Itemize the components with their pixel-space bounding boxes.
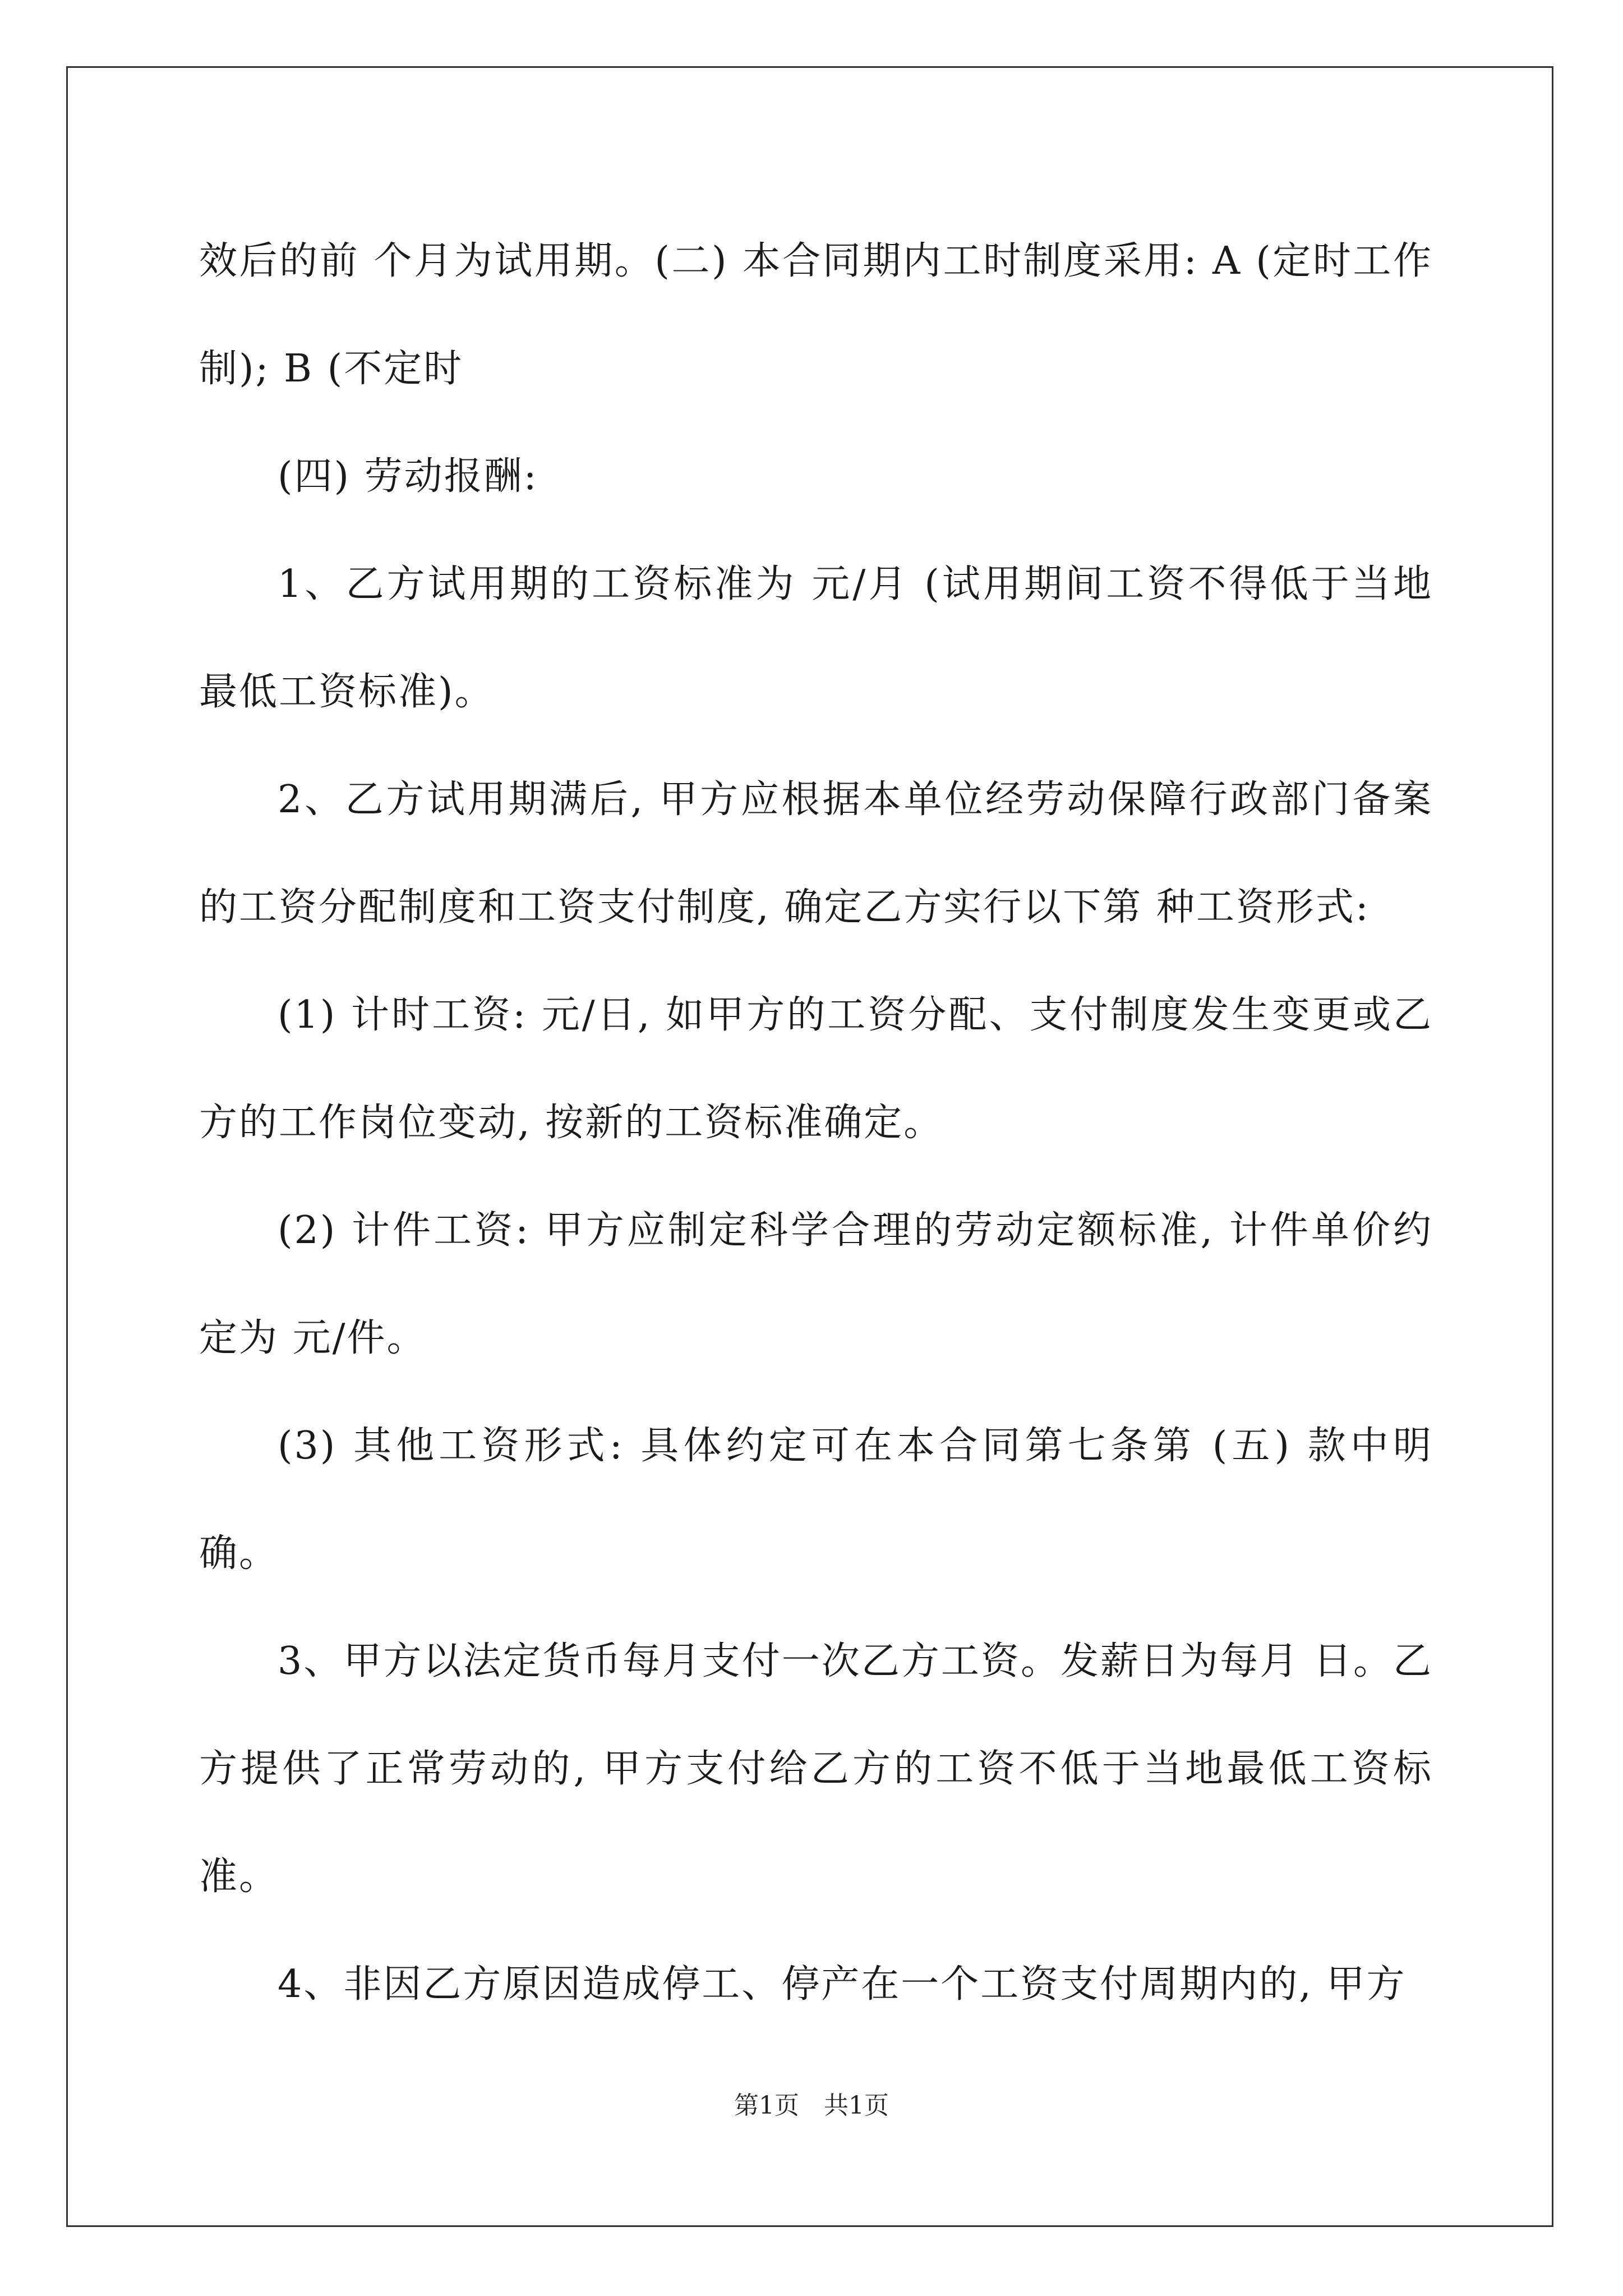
paragraph-1: 效后的前 个月为试用期。(二) 本合同期内工时制度采用: A (定时工作制); B (不定时 [199, 239, 1433, 391]
paragraph-8: 3、甲方以法定货币每月支付一次乙方工资。发薪日为每月 日。乙方提供了正常劳动的, 甲方支付给乙方的工资不低于当地最低工资标准。 [199, 1639, 1433, 1899]
paragraph-9: 4、非因乙方原因造成停工、停产在一个工资支付周期内的, 甲方 [278, 1962, 1407, 2007]
paragraph-2: (四) 劳动报酬: [278, 454, 538, 499]
paragraph-6: (2) 计件工资: 甲方应制定科学合理的劳动定额标准, 计件单价约定为 元/件。 [199, 1208, 1433, 1360]
page-number-footer: 第1页 共1页 [734, 2091, 889, 2120]
paragraph-7: (3) 其他工资形式: 具体约定可在本合同第七条第 (五) 款中明确。 [199, 1424, 1433, 1576]
document-body [199, 208, 1433, 2039]
paragraph-3: 1、乙方试用期的工资标准为 元/月 (试用期间工资不得低于当地最低工资标准)。 [199, 562, 1433, 714]
paragraph-4: 2、乙方试用期满后, 甲方应根据本单位经劳动保障行政部门备案的工资分配制度和工资支付制度, 确定乙方实行以下第 种工资形式: [199, 777, 1433, 930]
paragraph-5: (1) 计时工资: 元/日, 如甲方的工资分配、支付制度发生变更或乙方的工作岗位变动, 按新的工资标准确定。 [199, 993, 1433, 1145]
